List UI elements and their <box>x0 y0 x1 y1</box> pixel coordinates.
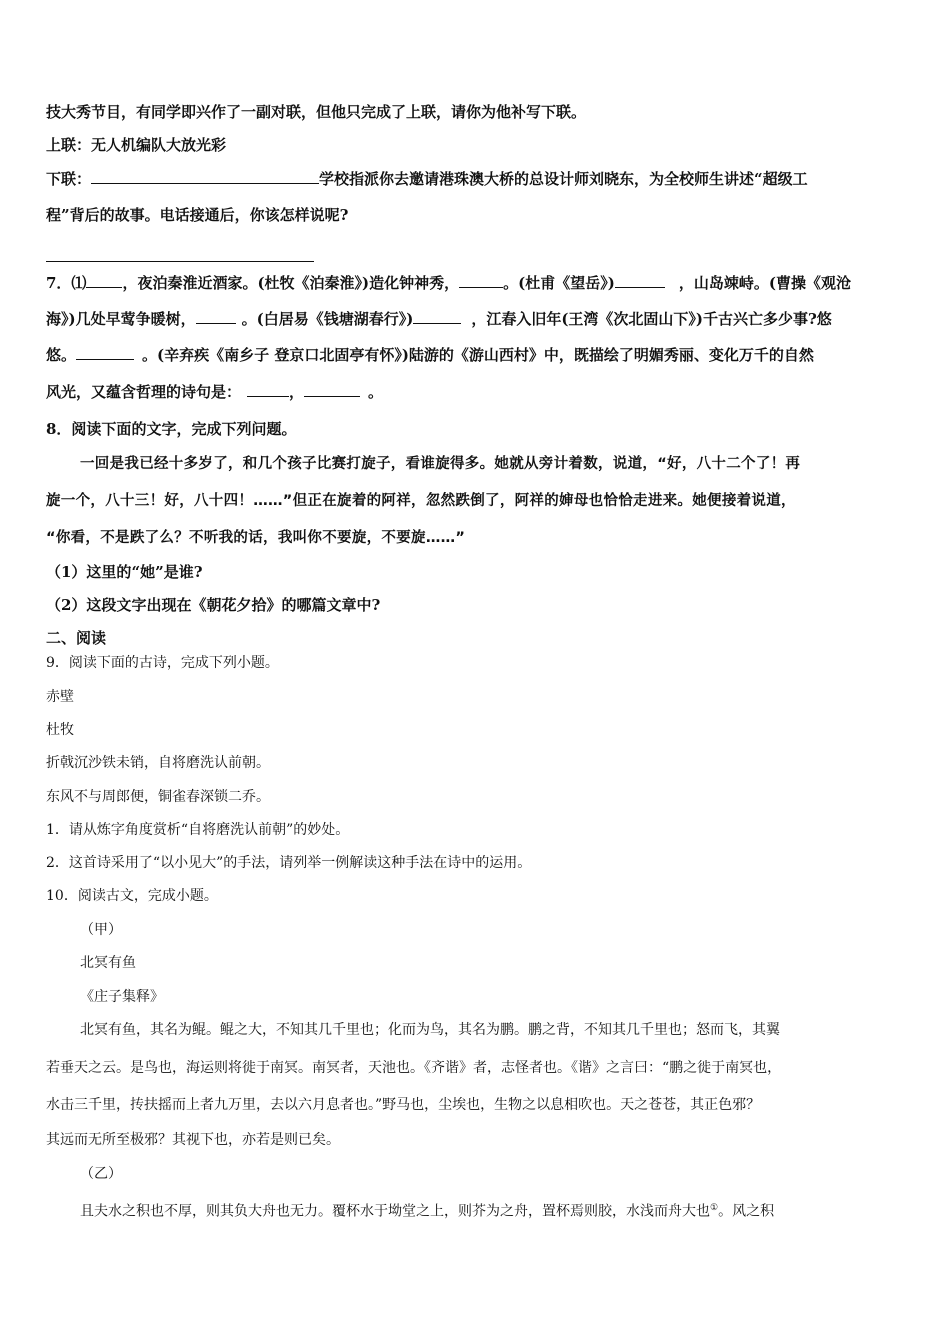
passage-jia-line2: 若垂天之云。是鸟也，海运则将徙于南冥。南冥者，天池也。《齐谐》者，志怪者也。《谐》之言曰：“鹏之徙于南冥也， <box>46 1060 782 1076</box>
q6-instruction: 技大秀节目，有同学即兴作了一副对联，但他只完成了上联，请你为他补写下联。 <box>46 103 587 121</box>
blank[interactable] <box>247 395 289 397</box>
passage-yi-text-tail: 。风之积 <box>718 1203 775 1220</box>
q8-subquestion-1: （1）这里的“她”是谁? <box>46 563 203 581</box>
answer-line[interactable] <box>46 261 314 262</box>
blank[interactable] <box>459 286 503 288</box>
blank[interactable] <box>413 322 461 324</box>
section-title: 二、阅读 <box>46 629 107 647</box>
blank[interactable] <box>615 286 665 288</box>
q7-line2 <box>46 308 908 330</box>
blank[interactable] <box>86 286 122 288</box>
q7-text: 。(杜甫《望岳》) <box>503 274 615 292</box>
q7-text: ，夜泊秦淮近酒家。(杜牧《泊秦淮》)造化钟神秀， <box>122 274 460 292</box>
blank[interactable] <box>196 322 236 324</box>
q7-text: 海》)几处早莺争暖树， <box>46 310 196 328</box>
passage-jia-source: 《庄子集释》 <box>80 989 164 1005</box>
q7-line1 <box>46 272 908 294</box>
q7-number: 7．⑴ <box>46 274 87 292</box>
passage-jia-title: 北冥有鱼 <box>80 955 136 971</box>
q8-subquestion-2: （2）这段文字出现在《朝花夕拾》的哪篇文章中? <box>46 596 381 614</box>
q7-line3 <box>46 344 908 366</box>
passage-yi-label: （乙） <box>80 1166 122 1182</box>
q7-text: 风光，又蕴含哲理的诗句是： <box>46 383 242 401</box>
q9-title: 9．阅读下面的古诗，完成下列小题。 <box>46 655 279 671</box>
q7-text: ，江春入旧年(王湾《次北固山下》)千古兴亡多少事?悠 <box>471 310 832 328</box>
poem-title: 赤壁 <box>46 689 74 705</box>
q7-text: 。(白居易《钱塘湖春行》) <box>241 310 414 328</box>
passage-yi-text: 且夫水之积也不厚，则其负大舟也无力。覆杯水于坳堂之上，则芥为之舟，置杯焉则胶，水浅而舟大也 <box>80 1203 710 1220</box>
lower-label: 下联： <box>46 170 92 188</box>
q7-text: ，山岛竦峙。(曹操《观沧 <box>678 274 851 292</box>
q7-text: 悠。 <box>46 346 77 364</box>
passage-yi-line1 <box>80 1197 908 1223</box>
q7-text: ， <box>289 383 305 401</box>
q9-subquestion-2: 2．这首诗采用了“以小见大”的手法，请列举一例解读这种手法在诗中的运用。 <box>46 855 532 871</box>
q6-task-line1: 学校指派你去邀请港珠澳大桥的总设计师刘晓东，为全校师生讲述“超级工 <box>319 170 808 188</box>
q7-text: 。(辛弃疾《南乡子 登京口北固亭有怀》)陆游的《游山西村》中，既描绘了明媚秀丽、变化万千的自然 <box>142 346 814 364</box>
blank[interactable] <box>76 358 134 360</box>
answer-blank[interactable] <box>91 182 319 184</box>
q10-title: 10．阅读古文，完成小题。 <box>46 888 218 904</box>
q6-upper-couplet: 上联：无人机编队大放光彩 <box>46 136 227 154</box>
q7-text: 。 <box>368 383 384 401</box>
q8-passage-line3: “你看，不是跌了么？不听我的话，我叫你不要旋，不要旋……” <box>46 530 466 546</box>
passage-jia-line1: 北冥有鱼，其名为鲲。鲲之大，不知其几千里也；化而为鸟，其名为鹏。鹏之背，不知其几千里也；怒而飞，其翼 <box>80 1022 780 1038</box>
passage-jia-label: （甲） <box>80 922 122 938</box>
passage-jia-line4: 其远而无所至极邪？其视下也，亦若是则已矣。 <box>46 1132 340 1148</box>
poem-verse-2: 东风不与周郎便，铜雀春深锁二乔。 <box>46 789 270 805</box>
passage-jia-line3: 水击三千里，抟扶摇而上者九万里，去以六月息者也。”野马也，尘埃也，生物之以息相吹也。天之苍苍，其正色邪？ <box>46 1097 761 1113</box>
q8-title: 8．阅读下面的文字，完成下列问题。 <box>46 420 297 438</box>
blank[interactable] <box>304 395 360 397</box>
q6-lower-couplet <box>46 168 908 190</box>
q9-subquestion-1: 1．请从炼字角度赏析“自将磨洗认前朝”的妙处。 <box>46 822 350 838</box>
q8-passage-line2: 旋一个，八十三！好，八十四！……”但正在旋着的阿祥，忽然跌倒了，阿祥的婶母也恰恰走进来。她便接着说道， <box>46 493 796 509</box>
q8-passage-line1: 一回是我已经十多岁了，和几个孩子比赛打旋子，看谁旋得多。她就从旁计着数，说道，“好，八十二个了！再 <box>80 456 801 472</box>
poem-verse-1: 折戟沉沙铁未销，自将磨洗认前朝。 <box>46 755 270 771</box>
q7-line4 <box>46 381 908 403</box>
poem-author: 杜牧 <box>46 722 74 738</box>
footnote-marker[interactable]: ① <box>710 1203 719 1213</box>
q6-task-line2: 程”背后的故事。电话接通后，你该怎样说呢? <box>46 206 349 224</box>
